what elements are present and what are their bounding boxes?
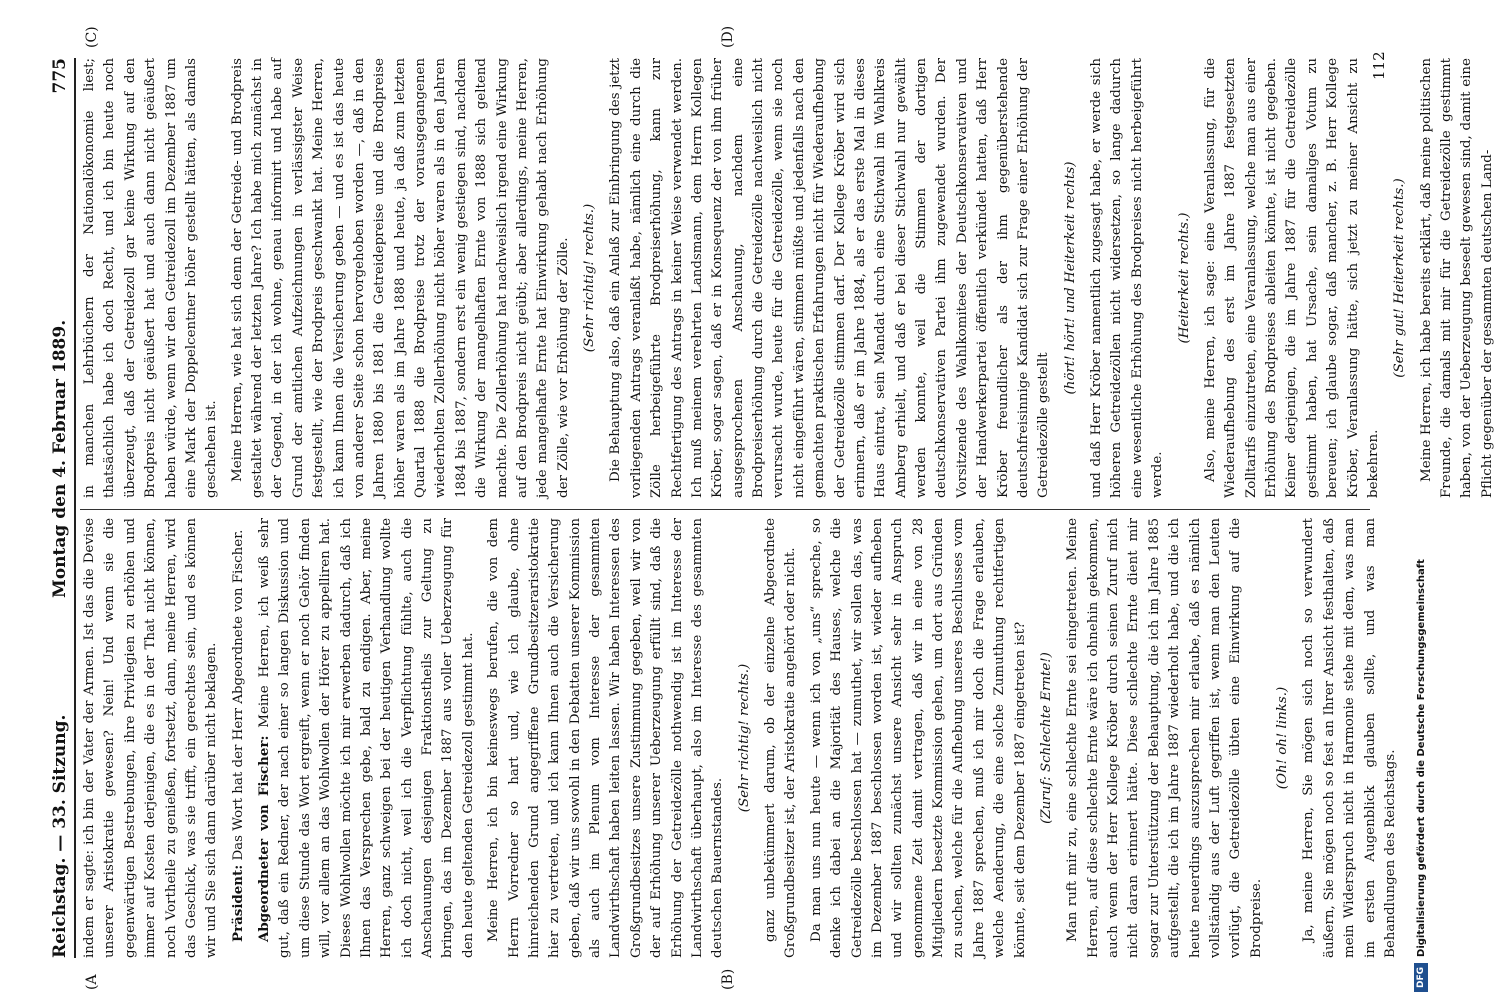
signature-number: 112 — [1370, 51, 1388, 80]
paragraph — [254, 518, 479, 958]
speaker-name: Abgeordneter von Fischer: — [256, 735, 272, 942]
interjection — [1037, 518, 1057, 958]
paragraph-text: (Sehr richtig! rechts.) — [736, 663, 752, 813]
paragraph — [80, 518, 223, 958]
margin-marker-b: (B) — [720, 968, 736, 990]
credit-strip — [1412, 0, 1432, 1000]
paragraph-text: Also, meine Herren, ich sage: eine Veranlassung, für die Wiederaufhebung des erst im Jahre 1887 festgesetzten Zolltarifs einzutreten, eine Veranlassung, welche man aus einer Erhöhung des Brodpreises ableiten könnte, ist nicht gegeben. Keiner derjenigen, die im Jahre 1887 für die Getreidezölle gestimmt haben, hat Ursache, sein damaliges Votum zu bereuen; ich glaube sogar, daß mancher, z. B. Herr Kollege Kröber, Veranlassung hätte, sich jetzt zu meiner Ansicht zu bekehren. — [1202, 58, 1381, 498]
paragraph-text: (hört! hört! und Heiterkeit rechts) — [1062, 161, 1078, 395]
credit-text-wrapper — [1412, 0, 1432, 1000]
credit-text: Digitalisierung gefördert durch die Deutsche Forschungsgemeinschaft — [1416, 559, 1427, 957]
paragraph — [228, 58, 574, 498]
paragraph-text: Meine Herren, ich habe bereits erklärt, daß meine politischen Freunde, die damals mit mir für die Getreidezölle gestimmt haben, von der Ueberzeugung beseelt gewesen sind, damit eine Pflicht gegenüber der gesammten deutschen Land- — [1418, 58, 1495, 498]
speaker-name: Präsident: — [229, 864, 246, 942]
interjection — [1273, 518, 1293, 958]
margin-marker-c: (C) — [84, 26, 100, 48]
paragraph — [606, 58, 1054, 498]
running-header — [40, 58, 76, 958]
paragraph — [761, 518, 802, 958]
paragraph-text: Ja, meine Herren, Sie mögen sich noch so verwundert äußern, Sie mögen noch so fest an Ihrer Ansicht festhalten, daß mein Widerspruch nicht in Harmonie stehe mit dem, was man im ersten Augenblick glauben sollte, und was man Behandlungen des Reichstags. — [1301, 518, 1398, 958]
interjection — [1390, 58, 1410, 498]
interjection — [1175, 58, 1195, 498]
paragraph-text: indem er sagte: ich bin der Vater der Armen. Ist das die Devise unserer Aristokratie gewesen? Nein! Und wenn sie die gegenwärtigen Bestrebungen, ihre Privilegien zu erhöhen und immer auf Kosten derjenigen, die es in der That nicht können, noch Vortheile zu genießen, fortsetzt, dann, meine Herren, wird das Geschick, was sie trifft, ein gerechtes sein, und es können wir und Sie sich dann darüber nicht beklagen. — [82, 518, 220, 958]
paragraph-text: (Oh! oh! links.) — [1275, 686, 1290, 790]
interjection — [1061, 58, 1081, 498]
paragraph-text: Die Behauptung also, daß ein Anlaß zur Einbringung des jetzt vorliegenden Antrags veranlaßt habe, nämlich eine durch die Zölle herbeigeführte Brodpreiserhöhung, kann zur Rechtfertigung des Antrags in keiner Weise verwendet werden. Ich muß meinem verehrten Landsmann, dem Herrn Kollegen Kröber, sogar sagen, daß er in Konsequenz der von ihm früher ausgesprochenen Anschauung, nachdem eine Brodpreiserhöhung durch die Getreidezölle nachweislich nicht verursacht wurde, heute für die Getreidezölle, wenn sie noch nicht eingeführt wären, stimmen müßte und jedenfalls nach den gemachten praktischen Erfahrungen nicht für Wiederaufhebung der Getreidezölle stimmen darf. Der Kollege Kröber wird sich erinnern, daß er im Jahre 1884, als er das erste Mal in dieses Haus eintrat, sein Mandat durch eine Stichwahl im Wahlkreis Amberg erhielt, und daß er bei dieser Stichwahl nur gewählt werden konnte, weil die Stimmen der dortigen deutschkonservativen Partei ihm zugewendet wurden. Der Vorsitzende des Wahlkomitees der Deutschkonservativen und der Handwerkerpartei öffentlich verkündet hatten, daß Herr Kröber freundlicher als der ihm gegenüberstehende deutschfreisinnige Kandidat sich zur Frage einer Erhöhung der Getreidezölle gestellt — [608, 58, 1052, 498]
text-column-left — [80, 518, 1398, 958]
paragraph-text: ganz unbekümmert darum, ob der einzelne Abgeordnete Großgrundbesitzer ist, der Aristokratie angehört oder nicht. — [763, 518, 799, 958]
margin-marker-a: (A — [84, 974, 100, 990]
paragraph-text: (Zuruf: Schlechte Ernte!) — [1038, 652, 1054, 824]
paragraph — [1087, 58, 1169, 498]
header-page-number: 775 — [50, 58, 70, 94]
paragraph-text: (Heiterkeit rechts.) — [1176, 212, 1192, 344]
paragraph — [228, 518, 249, 958]
paragraph — [1201, 58, 1384, 498]
header-left: Reichstag. — 33. Sitzung. — [50, 714, 70, 958]
paragraph — [484, 518, 729, 958]
paragraph-text: Meine Herren, wie hat sich denn der Getreide- und Brodpreis gestaltet während der letzten Jahre? Ich habe mich zunächst in der Gegend, in der ich wohne, genau informirt und habe auf Grund der amtlichen Aufzeichnungen in verlässigster Weise festgestellt, wie der Brodpreis geschwankt hat. Meine Herren, ich kann Ihnen die Versicherung geben — und es ist das heute von anderer Seite schon hervorgehoben worden —, daß in den Jahren 1880 bis 1881 die Getreidepreise und die Brodpreise höher waren als im Jahre 1888 und heute, ja daß zum letzten Quartal 1888 die Brodpreise trotz der vorausgegangenen wiederholten Zollerhöhung nicht höher waren als in den Jahren 1884 bis 1887, sondern erst ein wenig gestiegen sind, nachdem die Wirkung der mangelhaften Ernte von 1888 sich geltend machte. Die Zollerhöhung hat nachweislich irgend eine Wirkung auf den Brodpreis nicht geübt; aber allerdings, meine Herren, jede mangelhafte Ernte hat Einwirkung gehabt nach Erhöhung der Zölle, wie vor Erhöhung der Zölle. — [229, 58, 571, 498]
paragraph — [1299, 518, 1401, 958]
header-date: Montag den 4. Februar 1889. — [50, 319, 70, 598]
paragraph-text: Meine Herren, ich weiß sehr gut, daß ein Redner, der nach einer so langen Diskussion und um diese Stunde das Wort ergreift, wenn er noch Gehör finden will, vor allem an das Wohlwollen der Hörer zu appelliren hat. Dieses Wohlwollen möchte ich mir erwerben dadurch, daß ich Ihnen das Versprechen gebe, bald zu endigen. Aber, meine Herren, ganz schweigen bei der heutigen Verhandlung wollte ich doch nicht, weil ich die Verpflichtung fühlte, auch die Anschauungen desjenigen Fraktionstheils zur Geltung zu bringen, das im Dezember 1887 aus voller Ueberzeugung für den heute geltenden Getreidezoll gestimmt hat. — [257, 518, 476, 958]
paragraph-text: Meine Herren, ich bin keineswegs berufen, die von dem Herrn Vorredner so hart und, wie ich glaube, ohne hinreichenden Grund angegriffene Grundbesitzeraristokratie hier zu vertreten, und ich kann Ihnen auch die Versicherung geben, daß wir uns sowohl in den Debatten unserer Kommission als auch im Plenum vom Interesse der gesammten Landwirthschaft haben leiten lassen. Wir haben Interessen des Großgrundbesitzes unsere Zustimmung gegeben, weil wir von der auf Erhöhung unserer Ueberzeugung erfüllt sind, daß die Erhöhung der Getreidezölle nothwendig ist im Interesse der Landwirthschaft überhaupt, also im Interesse des gesammten deutschen Bauernstandes. — [486, 518, 726, 958]
paragraph — [80, 58, 223, 498]
interjection — [735, 518, 755, 958]
column-divider — [80, 509, 1370, 510]
paragraph-text: in manchen Lehrbüchern der Nationalökonomie liest; thatsächlich habe ich doch Recht, und ich bin heute noch überzeugt, daß der Getreidezoll gar keine Wirkung auf den Brodpreis nicht geäußert hat und auch dann nicht geäußert haben würde, wenn wir den Getreidezoll im Dezember 1887 um eine Mark der Doppelcentner höher gestellt hätten, als damals geschehen ist. — [82, 58, 220, 498]
paragraph-text: Das Wort hat der Herr Abgeordnete von Fischer. — [230, 529, 246, 865]
paragraph-text: (Sehr richtig! rechts.) — [582, 203, 597, 353]
paragraph — [807, 518, 1031, 958]
dfg-logo: DFG — [1414, 963, 1428, 992]
paragraph — [1063, 518, 1267, 958]
paragraph-text: Da man uns nun heute — wenn ich von „uns“ spreche, so denke ich dabei an die Majorität des Hauses, welche die Getreidezölle beschlossen hat — zumuthet, wir sollen das, was im Dezember 1887 beschlossen worden ist, wieder aufheben und wir sollten zunächst unsere Ansicht sehr in Anspruch genommene Zeit damit vertragen, daß wir in eine von 28 Mitgliedern besetzte Kommission gehen, um dort aus Gründen zu suchen, welche für die Aufhebung unseres Beschlusses vom Jahre 1887 sprechen, muß ich mir doch die Frage erlauben, welche Aenderung, die eine solche Zumuthung rechtfertigen könnte, seit dem Dezember 1887 eingetreten ist? — [808, 518, 1028, 958]
paragraph-text: und daß Herr Kröber namentlich zugesagt habe, er werde sich höheren Getreidezöllen nicht widersetzen, so lange dadurch eine wesentliche Erhöhung des Brodpreises nicht herbeigeführt werde. — [1089, 58, 1166, 498]
margin-marker-d: (D) — [720, 25, 736, 48]
paragraph-text: Man ruft mir zu, eine schlechte Ernte sei eingetreten. Meine Herren, auf diese schlechte Ernte wäre ich ohnehin gekommen, auch wenn der Herr Kollege Kröber durch seinen Zuruf mich nicht daran erinnert hätte. Diese schlechte Ernte dient mir sogar zur Unterstützung der Behauptung, die ich im Jahre 1885 aufgestellt, die ich im Jahre 1887 wiederholt habe, und die ich heute neuerdings auszusprechen mir erlaube, daß es nämlich vollständig aus der Luft gegriffen ist, wenn man den Leuten vorlügt, die Getreidezölle übten eine Einwirkung auf die Brodpreise. — [1065, 518, 1264, 958]
paragraph-text: (Sehr gut! Heiterkeit rechts.) — [1392, 178, 1408, 378]
interjection — [580, 58, 600, 498]
